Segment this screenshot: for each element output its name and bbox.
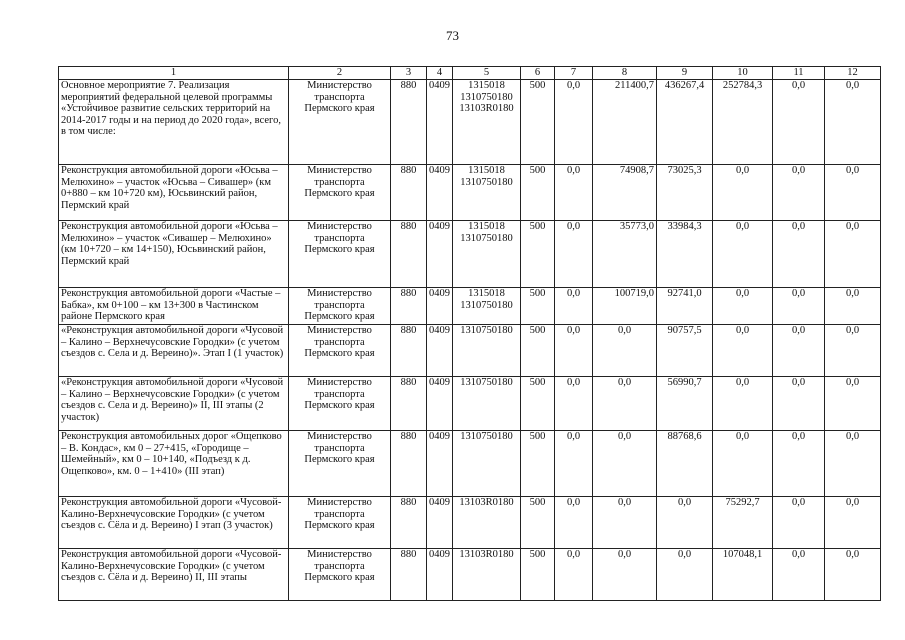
cell-c8: 0,0: [593, 549, 657, 601]
table-row: [59, 325, 881, 377]
header-cell: 3: [391, 67, 427, 80]
cell-c10: 0,0: [713, 288, 773, 325]
cell-c4: 0409: [427, 549, 453, 601]
cell-c5: 1315018 1310750180: [453, 221, 521, 288]
table-row: [59, 549, 881, 601]
cell-c8: 0,0: [593, 325, 657, 377]
cell-c8: 35773,0: [593, 221, 657, 288]
cell-c3: 880: [391, 377, 427, 431]
cell-c4: 0409: [427, 377, 453, 431]
cell-c6: 500: [521, 80, 555, 165]
cell-c5: 1315018 1310750180 13103R0180: [453, 80, 521, 165]
cell-c6: 500: [521, 288, 555, 325]
header-cell: 1: [59, 67, 289, 80]
header-cell: 6: [521, 67, 555, 80]
cell-ministry: Министерство транспорта Пермского края: [289, 165, 391, 221]
cell-c7: 0,0: [555, 549, 593, 601]
cell-c9: 92741,0: [657, 288, 713, 325]
cell-c8: 0,0: [593, 497, 657, 549]
cell-c12: 0,0: [825, 288, 881, 325]
cell-name: «Реконструкция автомобильной дороги «Чусовой – Калино – Верхнечусовские Городки» (с учетом съездов с. Села и д. Вереино)». Этап I (1 участок): [59, 325, 289, 377]
header-cell: 7: [555, 67, 593, 80]
cell-c6: 500: [521, 497, 555, 549]
cell-c11: 0,0: [773, 377, 825, 431]
header-cell: 10: [713, 67, 773, 80]
cell-c3: 880: [391, 497, 427, 549]
cell-c7: 0,0: [555, 377, 593, 431]
cell-c4: 0409: [427, 497, 453, 549]
header-cell: 9: [657, 67, 713, 80]
cell-c7: 0,0: [555, 325, 593, 377]
cell-c12: 0,0: [825, 165, 881, 221]
cell-c3: 880: [391, 165, 427, 221]
cell-c10: 0,0: [713, 377, 773, 431]
cell-c7: 0,0: [555, 497, 593, 549]
cell-ministry: Министерство транспорта Пермского края: [289, 288, 391, 325]
cell-c9: 90757,5: [657, 325, 713, 377]
cell-c5: 13103R0180: [453, 497, 521, 549]
cell-c4: 0409: [427, 325, 453, 377]
cell-c5: 1310750180: [453, 431, 521, 497]
header-cell: 12: [825, 67, 881, 80]
table-row: [59, 377, 881, 431]
cell-c4: 0409: [427, 288, 453, 325]
cell-name: Реконструкция автомобильной дороги «Чусовой-Калино-Верхнечусовские Городки» (с учетом съездов с. Сёла и д. Вереино) II, III этапы: [59, 549, 289, 601]
table-row: [59, 288, 881, 325]
cell-c12: 0,0: [825, 325, 881, 377]
cell-c10: 107048,1: [713, 549, 773, 601]
header-cell: 2: [289, 67, 391, 80]
cell-c4: 0409: [427, 80, 453, 165]
cell-c10: 75292,7: [713, 497, 773, 549]
cell-c9: 0,0: [657, 549, 713, 601]
cell-c12: 0,0: [825, 80, 881, 165]
cell-name: Реконструкция автомобильной дороги «Юсьва – Мелюхино» – участок «Юсьва – Сивашер» (км 0+880 – км 10+720 км), Юсьвинский район, Пермский край: [59, 165, 289, 221]
cell-c11: 0,0: [773, 325, 825, 377]
cell-c10: 0,0: [713, 325, 773, 377]
cell-c11: 0,0: [773, 497, 825, 549]
cell-c4: 0409: [427, 221, 453, 288]
cell-c7: 0,0: [555, 221, 593, 288]
cell-c9: 73025,3: [657, 165, 713, 221]
cell-name: Реконструкция автомобильной дороги «Чусовой-Калино-Верхнечусовские Городки» (с учетом съездов с. Сёла и д. Вереино) I этап (3 участок): [59, 497, 289, 549]
cell-ministry: Министерство транспорта Пермского края: [289, 221, 391, 288]
cell-c8: 74908,7: [593, 165, 657, 221]
cell-c7: 0,0: [555, 165, 593, 221]
header-cell: 4: [427, 67, 453, 80]
header-row: [59, 67, 881, 80]
cell-c8: 0,0: [593, 377, 657, 431]
page-number: 73: [446, 28, 459, 43]
cell-c6: 500: [521, 221, 555, 288]
cell-c3: 880: [391, 288, 427, 325]
header-cell: 8: [593, 67, 657, 80]
cell-c9: 56990,7: [657, 377, 713, 431]
cell-c10: 0,0: [713, 431, 773, 497]
cell-ministry: Министерство транспорта Пермского края: [289, 377, 391, 431]
cell-c12: 0,0: [825, 431, 881, 497]
cell-c12: 0,0: [825, 377, 881, 431]
cell-c6: 500: [521, 431, 555, 497]
cell-c3: 880: [391, 325, 427, 377]
cell-c9: 436267,4: [657, 80, 713, 165]
cell-c10: 0,0: [713, 165, 773, 221]
cell-name: Реконструкция автомобильных дорог «Ощепково – В. Кондас», км 0 – 27+415, «Городище – Шемейный», км 0 – 10+140, «Подъезд к д. Ощепково», км. 0 – 1+410» (III этап): [59, 431, 289, 497]
cell-c12: 0,0: [825, 549, 881, 601]
table-row: [59, 497, 881, 549]
cell-c10: 0,0: [713, 221, 773, 288]
table-row: [59, 80, 881, 165]
cell-c11: 0,0: [773, 431, 825, 497]
cell-c12: 0,0: [825, 497, 881, 549]
cell-c3: 880: [391, 80, 427, 165]
cell-ministry: Министерство транспорта Пермского края: [289, 325, 391, 377]
cell-ministry: Министерство транспорта Пермского края: [289, 431, 391, 497]
cell-c7: 0,0: [555, 431, 593, 497]
table-row: [59, 221, 881, 288]
cell-c7: 0,0: [555, 80, 593, 165]
cell-c8: 0,0: [593, 431, 657, 497]
cell-c6: 500: [521, 325, 555, 377]
cell-c6: 500: [521, 377, 555, 431]
table-row: [59, 165, 881, 221]
cell-c5: 1310750180: [453, 325, 521, 377]
cell-c5: 1315018 1310750180: [453, 165, 521, 221]
cell-c7: 0,0: [555, 288, 593, 325]
cell-c4: 0409: [427, 165, 453, 221]
header-cell: 5: [453, 67, 521, 80]
budget-table: [58, 66, 881, 601]
cell-c9: 0,0: [657, 497, 713, 549]
cell-c5: 1310750180: [453, 377, 521, 431]
cell-c5: 13103R0180: [453, 549, 521, 601]
cell-c11: 0,0: [773, 221, 825, 288]
cell-c3: 880: [391, 549, 427, 601]
cell-ministry: Министерство транспорта Пермского края: [289, 549, 391, 601]
cell-ministry: Министерство транспорта Пермского края: [289, 80, 391, 165]
cell-c10: 252784,3: [713, 80, 773, 165]
table-row: [59, 431, 881, 497]
cell-c9: 88768,6: [657, 431, 713, 497]
cell-c5: 1315018 1310750180: [453, 288, 521, 325]
cell-c8: 211400,7: [593, 80, 657, 165]
cell-name: Реконструкция автомобильной дороги «Юсьва – Мелюхино» – участок «Сивашер – Мелюхино» (км 10+720 – км 14+150), Юсьвинский район, Пермский край: [59, 221, 289, 288]
cell-c11: 0,0: [773, 80, 825, 165]
cell-c8: 100719,0: [593, 288, 657, 325]
header-cell: 11: [773, 67, 825, 80]
cell-c12: 0,0: [825, 221, 881, 288]
cell-c6: 500: [521, 549, 555, 601]
cell-c3: 880: [391, 431, 427, 497]
cell-c9: 33984,3: [657, 221, 713, 288]
cell-c6: 500: [521, 165, 555, 221]
cell-c11: 0,0: [773, 165, 825, 221]
cell-ministry: Министерство транспорта Пермского края: [289, 497, 391, 549]
cell-name: Основное мероприятие 7. Реализация мероприятий федеральной целевой программы «Устойчивое развитие сельских территорий на 2014-2017 годы и на период до 2020 года», всего, в том числе:: [59, 80, 289, 165]
cell-name: Реконструкция автомобильной дороги «Частые – Бабка», км 0+100 – км 13+300 в Частинском районе Пермского края: [59, 288, 289, 325]
cell-c3: 880: [391, 221, 427, 288]
cell-name: «Реконструкция автомобильной дороги «Чусовой – Калино – Верхнечусовские Городки» (с учетом съездов с. Села и д. Вереино)» II, III этапы (2 участок): [59, 377, 289, 431]
cell-c11: 0,0: [773, 549, 825, 601]
cell-c11: 0,0: [773, 288, 825, 325]
cell-c4: 0409: [427, 431, 453, 497]
